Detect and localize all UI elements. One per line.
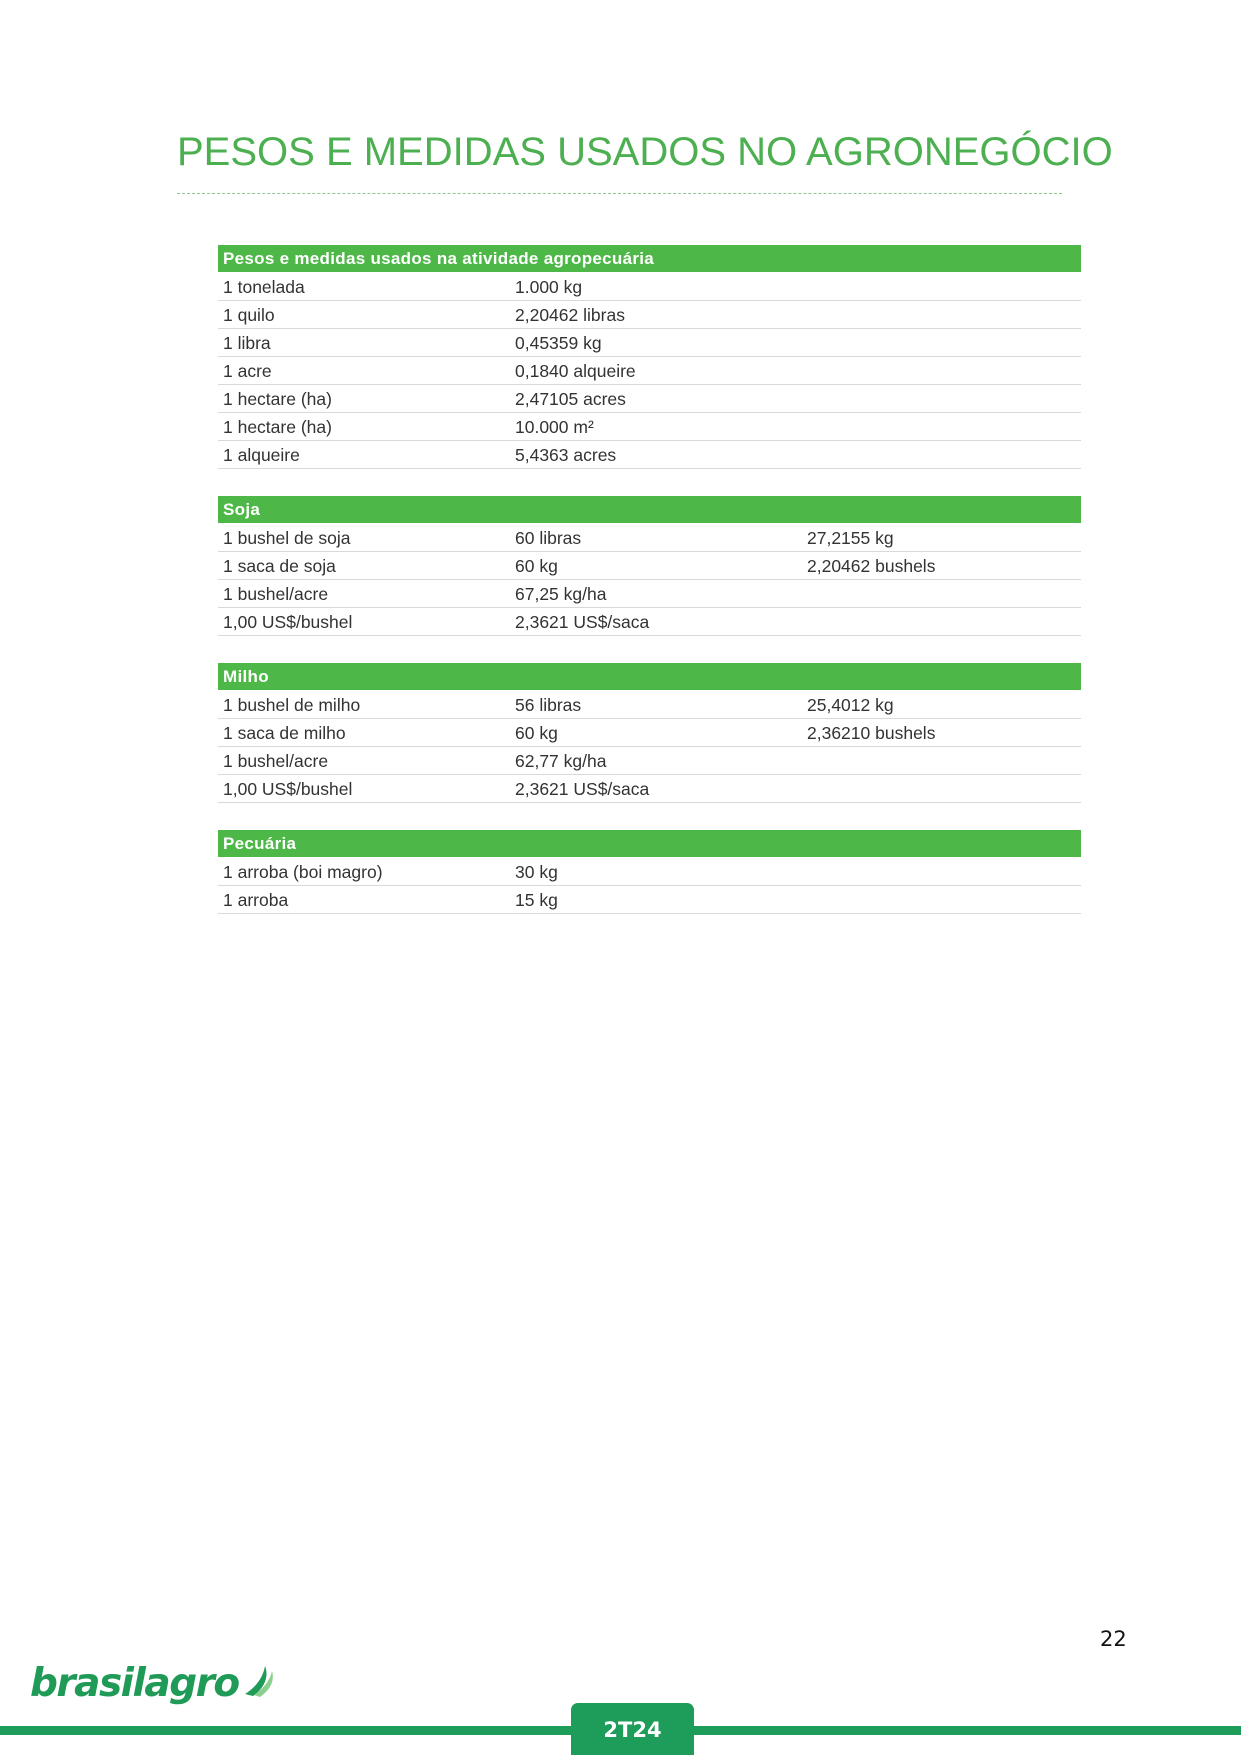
table-cell: 2,20462 libras — [515, 305, 625, 325]
table-cell — [802, 608, 1081, 635]
logo-swoosh-icon — [241, 1662, 275, 1698]
table-cell: 2,36210 bushels — [807, 723, 936, 743]
table-cell — [802, 441, 1081, 468]
table-cell — [802, 357, 1081, 384]
table-cell — [802, 301, 1081, 328]
section-header: Pesos e medidas usados na atividade agropecuária — [218, 245, 1081, 273]
table-cell — [802, 385, 1081, 412]
table-cell: 30 kg — [515, 862, 558, 882]
table-cell: 1 arroba (boi magro) — [223, 862, 383, 882]
table-cell: 1.000 kg — [515, 277, 583, 297]
table-row — [218, 691, 1081, 719]
measure-section — [218, 496, 1081, 636]
table-cell: 5,4363 acres — [515, 445, 617, 465]
table-cell: 60 libras — [515, 528, 582, 548]
table-cell: 1 acre — [223, 361, 272, 381]
table-cell: 10.000 m² — [515, 417, 594, 437]
footer-period-tab: 2T24 — [571, 1703, 694, 1755]
table-cell — [802, 413, 1081, 440]
title-divider — [177, 193, 1062, 194]
table-cell: 1 arroba — [223, 890, 289, 910]
table-cell — [802, 775, 1081, 802]
table-cell: 56 libras — [515, 695, 582, 715]
table-cell: 2,47105 acres — [515, 389, 626, 409]
section-header: Milho — [218, 663, 1081, 691]
table-cell: 62,77 kg/ha — [515, 751, 607, 771]
table-row — [218, 886, 1081, 914]
table-cell — [802, 273, 1081, 300]
table-cell — [802, 886, 1081, 913]
table-cell: 15 kg — [515, 890, 558, 910]
table-row — [218, 524, 1081, 552]
table-row — [218, 329, 1081, 357]
table-cell: 67,25 kg/ha — [515, 584, 607, 604]
table-cell: 0,1840 alqueire — [515, 361, 636, 381]
table-row — [218, 552, 1081, 580]
table-cell: 1,00 US$/bushel — [223, 779, 353, 799]
table-row — [218, 273, 1081, 301]
table-cell: 60 kg — [515, 556, 558, 576]
table-cell: 1 saca de soja — [223, 556, 336, 576]
table-cell — [802, 858, 1081, 885]
table-cell: 1 bushel de milho — [223, 695, 361, 715]
page-number: 22 — [1100, 1627, 1127, 1651]
table-cell — [802, 329, 1081, 356]
table-cell — [802, 580, 1081, 607]
table-cell: 1 bushel/acre — [223, 751, 329, 771]
table-cell: 27,2155 kg — [807, 528, 894, 548]
table-row — [218, 413, 1081, 441]
measure-section — [218, 245, 1081, 469]
table-cell: 1 bushel/acre — [223, 584, 329, 604]
table-cell: 2,3621 US$/saca — [515, 779, 650, 799]
table-cell: 1 libra — [223, 333, 271, 353]
table-cell: 1,00 US$/bushel — [223, 612, 353, 632]
logo-wordmark: brasilagro — [30, 1660, 239, 1706]
measure-section — [218, 663, 1081, 803]
table-cell: 1 bushel de soja — [223, 528, 351, 548]
table-cell: 25,4012 kg — [807, 695, 894, 715]
table-cell: 1 tonelada — [223, 277, 305, 297]
table-row — [218, 775, 1081, 803]
page-title: PESOS E MEDIDAS USADOS NO AGRONEGÓCIO — [177, 130, 1113, 174]
measures-tables — [218, 245, 1081, 941]
section-header: Soja — [218, 496, 1081, 524]
table-cell: 1 hectare (ha) — [223, 389, 332, 409]
table-row — [218, 719, 1081, 747]
table-row — [218, 441, 1081, 469]
table-row — [218, 608, 1081, 636]
table-row — [218, 580, 1081, 608]
table-cell: 1 quilo — [223, 305, 275, 325]
section-header: Pecuária — [218, 830, 1081, 858]
table-cell: 2,20462 bushels — [807, 556, 936, 576]
table-row — [218, 858, 1081, 886]
table-row — [218, 385, 1081, 413]
brasilagro-logo — [30, 1658, 275, 1708]
measure-section — [218, 830, 1081, 914]
table-cell: 1 saca de milho — [223, 723, 346, 743]
table-cell — [802, 747, 1081, 774]
table-cell: 0,45359 kg — [515, 333, 602, 353]
table-cell: 60 kg — [515, 723, 558, 743]
table-cell: 1 hectare (ha) — [223, 417, 332, 437]
table-row — [218, 301, 1081, 329]
table-cell: 1 alqueire — [223, 445, 300, 465]
table-row — [218, 357, 1081, 385]
table-cell: 2,3621 US$/saca — [515, 612, 650, 632]
table-row — [218, 747, 1081, 775]
